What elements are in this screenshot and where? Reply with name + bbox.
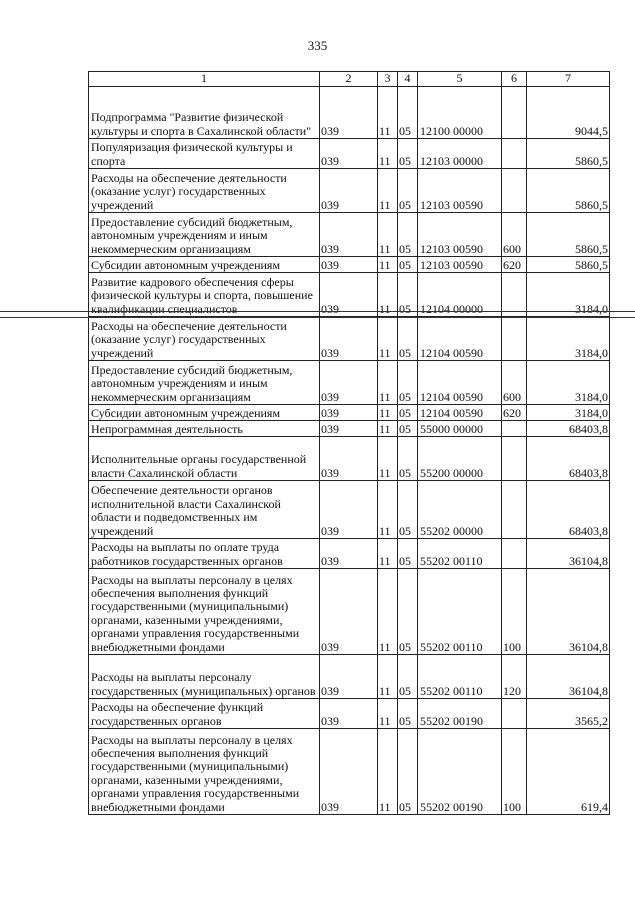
cell-c5: 55202 00110 bbox=[418, 655, 502, 699]
cell-c7: 36104,8 bbox=[527, 655, 610, 699]
cell-c3: 11 bbox=[378, 569, 398, 655]
cell-c4: 05 bbox=[398, 257, 418, 273]
column-header-2: 2 bbox=[320, 72, 378, 87]
cell-description: Обеспечение деятельности органов исполнительной власти Сахалинской области и подведомственных им учреждений bbox=[89, 481, 320, 539]
cell-c5: 12104 00000 bbox=[418, 273, 502, 317]
cell-c3: 11 bbox=[378, 729, 398, 815]
cell-c6 bbox=[502, 273, 527, 317]
cell-c7: 3565,2 bbox=[527, 699, 610, 729]
cell-c6: 620 bbox=[502, 257, 527, 273]
cell-c7: 3184,0 bbox=[527, 317, 610, 361]
table-row bbox=[89, 699, 610, 729]
cell-description: Субсидии автономным учреждениям bbox=[89, 257, 320, 273]
cell-c7: 5860,5 bbox=[527, 257, 610, 273]
cell-c4: 05 bbox=[398, 213, 418, 257]
cell-c4: 05 bbox=[398, 273, 418, 317]
cell-c3: 11 bbox=[378, 699, 398, 729]
cell-c2: 039 bbox=[320, 213, 378, 257]
cell-c3: 11 bbox=[378, 539, 398, 569]
cell-c4: 05 bbox=[398, 729, 418, 815]
cell-c5: 55000 00000 bbox=[418, 421, 502, 437]
cell-c2: 039 bbox=[320, 421, 378, 437]
column-header-1: 1 bbox=[89, 72, 320, 87]
cell-c5: 12103 00590 bbox=[418, 257, 502, 273]
cell-c6: 120 bbox=[502, 655, 527, 699]
cell-c3: 11 bbox=[378, 481, 398, 539]
cell-c7: 68403,8 bbox=[527, 481, 610, 539]
cell-c6 bbox=[502, 481, 527, 539]
budget-table bbox=[88, 71, 610, 815]
cell-description: Предоставление субсидий бюджетным, автономным учреждениям и иным некоммерческим организациям bbox=[89, 361, 320, 405]
cell-c5: 12103 00000 bbox=[418, 139, 502, 169]
table-row bbox=[89, 139, 610, 169]
cell-description: Популяризация физической культуры и спорта bbox=[89, 139, 320, 169]
cell-c3: 11 bbox=[378, 273, 398, 317]
column-header-4: 4 bbox=[398, 72, 418, 87]
cell-c6 bbox=[502, 421, 527, 437]
cell-c2: 039 bbox=[320, 729, 378, 815]
table-row bbox=[89, 361, 610, 405]
cell-description: Расходы на обеспечение деятельности (оказание услуг) государственных учреждений bbox=[89, 317, 320, 361]
cell-c6 bbox=[502, 539, 527, 569]
cell-description: Расходы на выплаты персоналу в целях обеспечения выполнения функций государственными (муниципальными) органами, казенными учреждениями, органами управления государственными внебюджетными фондами bbox=[89, 729, 320, 815]
column-header-5: 5 bbox=[418, 72, 502, 87]
cell-c7: 3184,0 bbox=[527, 361, 610, 405]
cell-c7: 9044,5 bbox=[527, 87, 610, 139]
cell-c5: 55202 00110 bbox=[418, 569, 502, 655]
cell-c3: 11 bbox=[378, 421, 398, 437]
cell-c2: 039 bbox=[320, 257, 378, 273]
cell-c2: 039 bbox=[320, 169, 378, 213]
cell-c6 bbox=[502, 437, 527, 481]
cell-c2: 039 bbox=[320, 405, 378, 421]
cell-c4: 05 bbox=[398, 437, 418, 481]
cell-c5: 55202 00110 bbox=[418, 539, 502, 569]
cell-c7: 5860,5 bbox=[527, 213, 610, 257]
cell-c2: 039 bbox=[320, 87, 378, 139]
cell-c3: 11 bbox=[378, 213, 398, 257]
table-row bbox=[89, 539, 610, 569]
cell-description: Непрограммная деятельность bbox=[89, 421, 320, 437]
table-row bbox=[89, 169, 610, 213]
table-row bbox=[89, 405, 610, 421]
cell-c5: 12104 00590 bbox=[418, 317, 502, 361]
cell-c3: 11 bbox=[378, 169, 398, 213]
cell-c2: 039 bbox=[320, 437, 378, 481]
cell-c5: 12104 00590 bbox=[418, 361, 502, 405]
table-row bbox=[89, 437, 610, 481]
cell-description: Исполнительные органы государственной власти Сахалинской области bbox=[89, 437, 320, 481]
cell-c4: 05 bbox=[398, 361, 418, 405]
cell-c4: 05 bbox=[398, 169, 418, 213]
table-row bbox=[89, 655, 610, 699]
cell-c3: 11 bbox=[378, 655, 398, 699]
column-header-7: 7 bbox=[527, 72, 610, 87]
cell-c6: 600 bbox=[502, 213, 527, 257]
cell-c4: 05 bbox=[398, 655, 418, 699]
cell-c7: 36104,8 bbox=[527, 569, 610, 655]
cell-c2: 039 bbox=[320, 361, 378, 405]
table-row bbox=[89, 317, 610, 361]
cell-c7: 68403,8 bbox=[527, 437, 610, 481]
cell-c5: 12100 00000 bbox=[418, 87, 502, 139]
page-number: 335 bbox=[307, 38, 328, 53]
cell-c7: 5860,5 bbox=[527, 169, 610, 213]
cell-c6: 100 bbox=[502, 569, 527, 655]
table-row bbox=[89, 273, 610, 317]
cell-c7: 5860,5 bbox=[527, 139, 610, 169]
cell-c6 bbox=[502, 169, 527, 213]
table-row bbox=[89, 481, 610, 539]
scan-artifact-line bbox=[0, 311, 635, 312]
cell-c3: 11 bbox=[378, 87, 398, 139]
cell-c5: 55202 00190 bbox=[418, 729, 502, 815]
cell-c4: 05 bbox=[398, 405, 418, 421]
cell-c6 bbox=[502, 317, 527, 361]
table-row bbox=[89, 421, 610, 437]
cell-c3: 11 bbox=[378, 139, 398, 169]
cell-c2: 039 bbox=[320, 481, 378, 539]
cell-description: Предоставление субсидий бюджетным, автономным учреждениям и иным некоммерческим организациям bbox=[89, 213, 320, 257]
cell-c7: 3184,0 bbox=[527, 273, 610, 317]
cell-c3: 11 bbox=[378, 257, 398, 273]
cell-c6 bbox=[502, 87, 527, 139]
cell-c4: 05 bbox=[398, 87, 418, 139]
cell-c3: 11 bbox=[378, 361, 398, 405]
table-row bbox=[89, 257, 610, 273]
cell-c6: 620 bbox=[502, 405, 527, 421]
cell-description: Расходы на выплаты по оплате труда работников государственных органов bbox=[89, 539, 320, 569]
cell-c7: 36104,8 bbox=[527, 539, 610, 569]
cell-c5: 55200 00000 bbox=[418, 437, 502, 481]
cell-c7: 619,4 bbox=[527, 729, 610, 815]
cell-c2: 039 bbox=[320, 699, 378, 729]
cell-description: Расходы на обеспечение деятельности (оказание услуг) государственных учреждений bbox=[89, 169, 320, 213]
cell-description: Расходы на выплаты персоналу в целях обеспечения выполнения функций государственными (муниципальными) органами, казенными учреждениями, органами управления государственными внебюджетными фондами bbox=[89, 569, 320, 655]
cell-c4: 05 bbox=[398, 569, 418, 655]
cell-c4: 05 bbox=[398, 421, 418, 437]
table-row bbox=[89, 569, 610, 655]
cell-c4: 05 bbox=[398, 699, 418, 729]
cell-description: Расходы на обеспечение функций государственных органов bbox=[89, 699, 320, 729]
cell-c3: 11 bbox=[378, 405, 398, 421]
cell-c2: 039 bbox=[320, 539, 378, 569]
cell-c4: 05 bbox=[398, 317, 418, 361]
cell-c2: 039 bbox=[320, 569, 378, 655]
cell-c4: 05 bbox=[398, 139, 418, 169]
table-row bbox=[89, 87, 610, 139]
cell-c7: 3184,0 bbox=[527, 405, 610, 421]
cell-c7: 68403,8 bbox=[527, 421, 610, 437]
column-header-6: 6 bbox=[502, 72, 527, 87]
cell-c4: 05 bbox=[398, 481, 418, 539]
cell-description: Подпрограмма "Развитие физической культуры и спорта в Сахалинской области" bbox=[89, 87, 320, 139]
cell-c5: 55202 00190 bbox=[418, 699, 502, 729]
cell-c2: 039 bbox=[320, 317, 378, 361]
cell-c6 bbox=[502, 139, 527, 169]
cell-c6: 100 bbox=[502, 729, 527, 815]
cell-c5: 12103 00590 bbox=[418, 213, 502, 257]
cell-c5: 12103 00590 bbox=[418, 169, 502, 213]
cell-c6: 600 bbox=[502, 361, 527, 405]
column-header-3: 3 bbox=[378, 72, 398, 87]
scan-artifact-line bbox=[0, 317, 635, 318]
table-row bbox=[89, 729, 610, 815]
cell-c3: 11 bbox=[378, 437, 398, 481]
cell-description: Расходы на выплаты персоналу государственных (муниципальных) органов bbox=[89, 655, 320, 699]
cell-c3: 11 bbox=[378, 317, 398, 361]
table-row bbox=[89, 213, 610, 257]
cell-description: Субсидии автономным учреждениям bbox=[89, 405, 320, 421]
cell-description: Развитие кадрового обеспечения сферы физической культуры и спорта, повышение квалификации специалистов bbox=[89, 273, 320, 317]
cell-c2: 039 bbox=[320, 655, 378, 699]
cell-c5: 55202 00000 bbox=[418, 481, 502, 539]
cell-c4: 05 bbox=[398, 539, 418, 569]
header-row bbox=[89, 72, 610, 87]
cell-c2: 039 bbox=[320, 139, 378, 169]
cell-c6 bbox=[502, 699, 527, 729]
cell-c2: 039 bbox=[320, 273, 378, 317]
cell-c5: 12104 00590 bbox=[418, 405, 502, 421]
